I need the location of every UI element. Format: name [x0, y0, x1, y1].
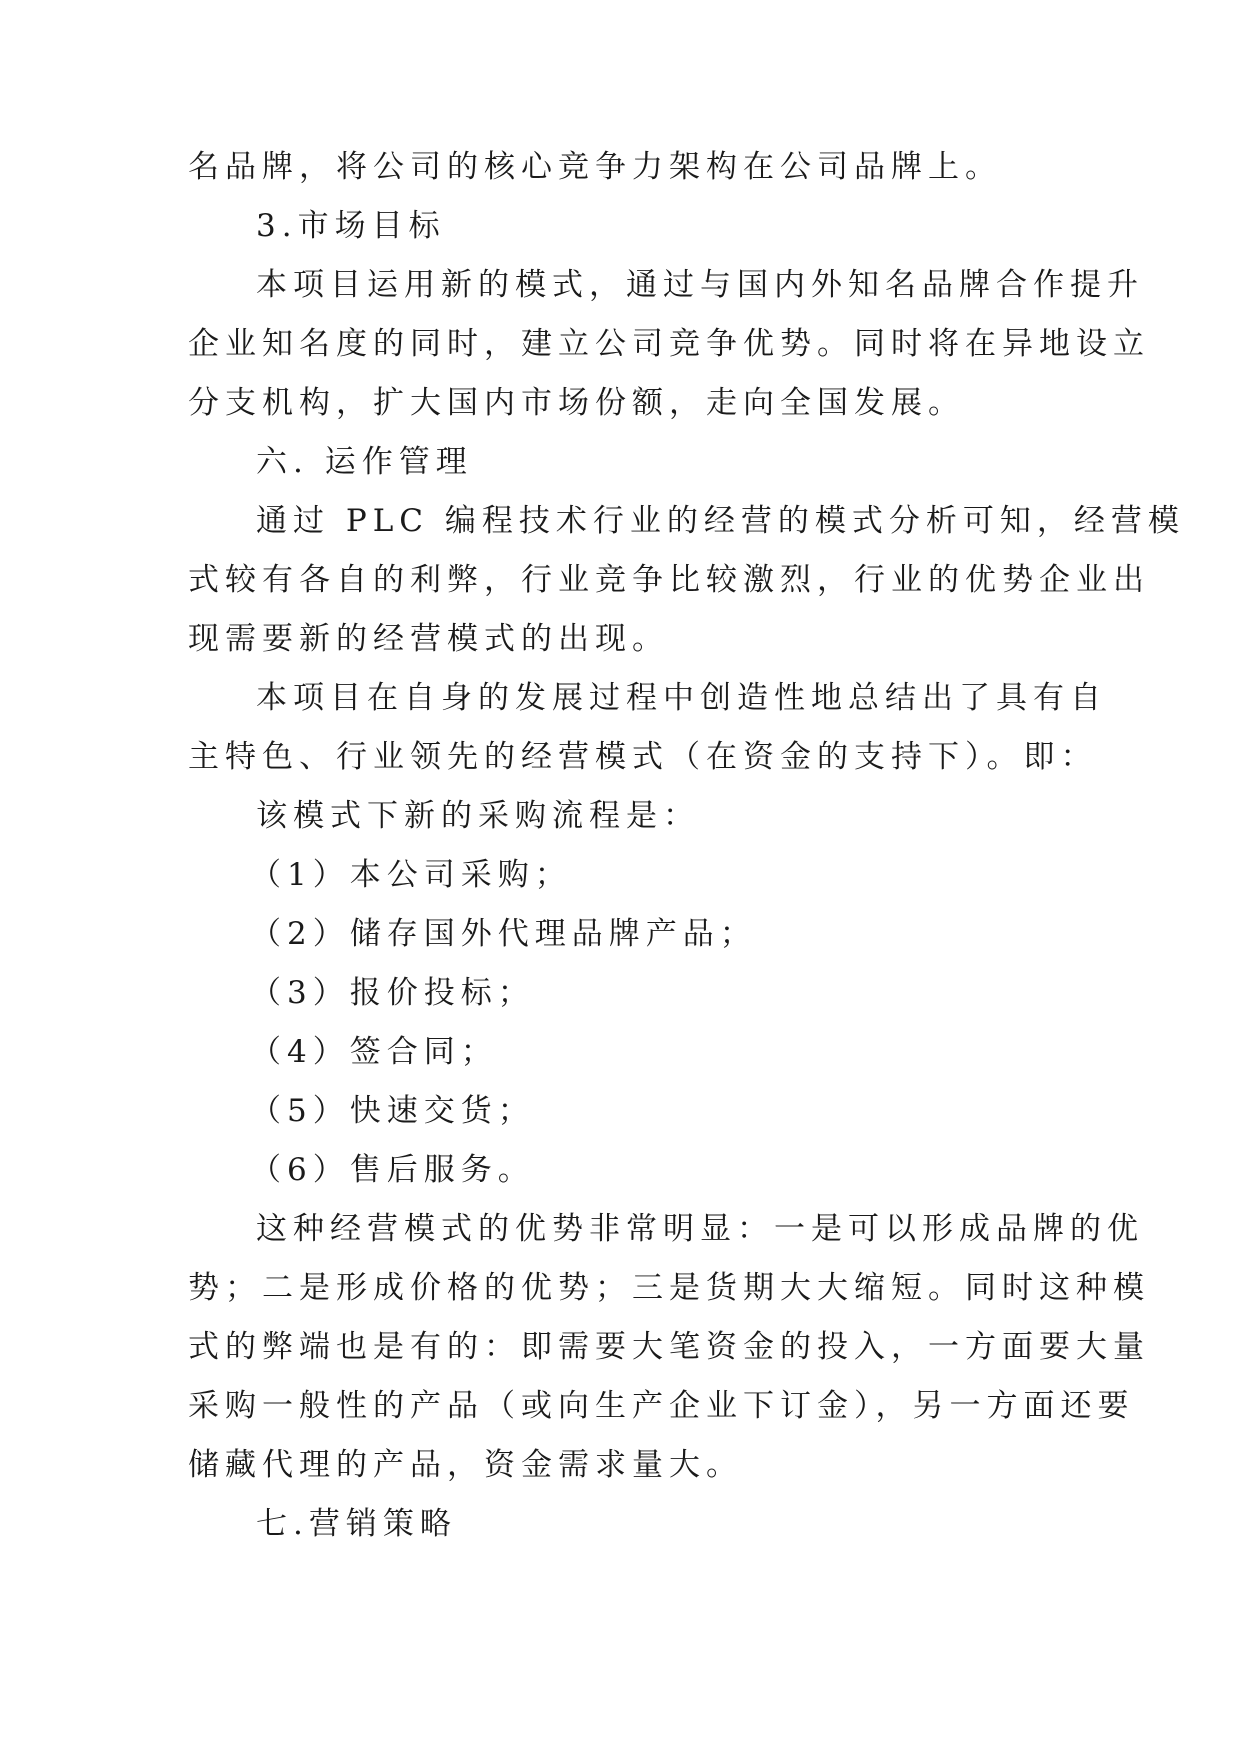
text-line: 这种经营模式的优势非常明显：一是可以形成品牌的优: [256, 1211, 1144, 1247]
text-line: 本项目运用新的模式，通过与国内外知名品牌合作提升: [256, 267, 1144, 303]
list-item: （5）快速交货；: [250, 1093, 535, 1129]
text-line: 企业知名度的同时，建立公司竞争优势。同时将在异地设立: [188, 326, 1150, 362]
text-line: 通过 PLC 编程技术行业的经营的模式分析可知，经营模: [256, 503, 1185, 539]
text-line: 式的弊端也是有的：即需要大笔资金的投入，一方面要大量: [188, 1329, 1150, 1365]
list-item: （1）本公司采购；: [250, 857, 572, 893]
section-heading-marketing-strategy: 七.营销策略: [256, 1506, 457, 1542]
text-line: 该模式下新的采购流程是：: [256, 798, 700, 834]
text-line: 现需要新的经营模式的出现。: [188, 621, 669, 657]
list-item: （2）储存国外代理品牌产品；: [250, 916, 757, 952]
text-line: 名品牌，将公司的核心竞争力架构在公司品牌上。: [188, 149, 1002, 185]
body-text: [188, 138, 1185, 1554]
list-item: （4）签合同；: [250, 1034, 498, 1070]
list-item: （6）售后服务。: [250, 1152, 535, 1188]
text-line: 分支机构，扩大国内市场份额，走向全国发展。: [188, 385, 965, 421]
text-line: 采购一般性的产品（或向生产企业下订金），另一方面还要: [188, 1388, 1135, 1424]
text-line: 势；二是形成价格的优势；三是货期大大缩短。同时这种模: [188, 1270, 1150, 1306]
text-line: 储藏代理的产品，资金需求量大。: [188, 1447, 743, 1483]
text-line: 本项目在自身的发展过程中创造性地总结出了具有自: [256, 680, 1107, 716]
text-line: 主特色、行业领先的经营模式（在资金的支持下）。即：: [188, 739, 1098, 775]
text-line: 式较有各自的利弊，行业竞争比较激烈，行业的优势企业出: [188, 562, 1150, 598]
section-heading-market-target: 3.市场目标: [256, 208, 446, 244]
section-heading-operations: 六. 运作管理: [256, 444, 473, 480]
list-item: （3）报价投标；: [250, 975, 535, 1011]
